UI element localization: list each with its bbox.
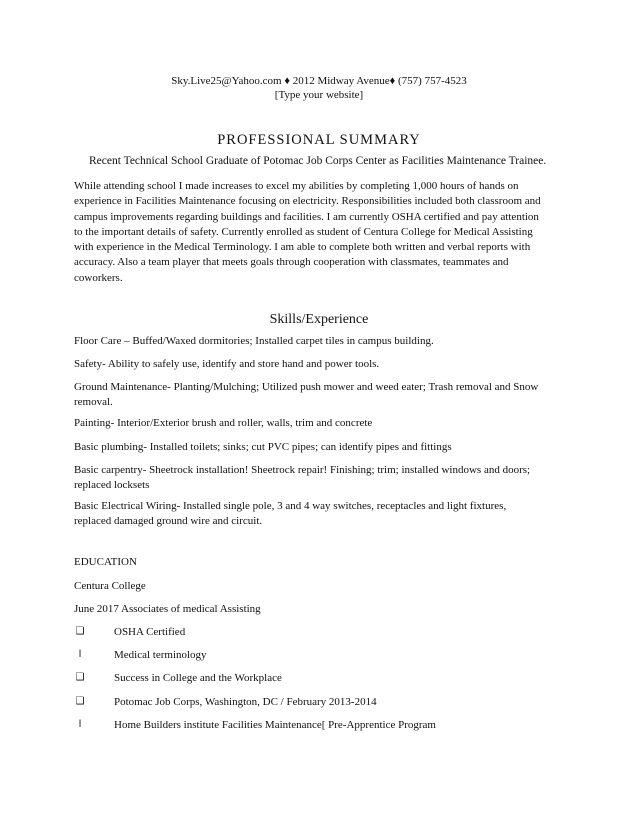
skills-heading: Skills/Experience [269, 312, 369, 327]
skill-ground-maintenance [74, 380, 574, 409]
education-degree: June 2017 Associates of medical Assisting [74, 603, 261, 615]
bullet-text: OSHA Certified [114, 626, 186, 638]
skill-line: Safety- Ability to safely use, identify and store hand and power tools. [74, 358, 380, 370]
bullet-text: Potomac Job Corps, Washington, DC / February 2013-2014 [114, 696, 377, 708]
contact-header [0, 74, 638, 102]
skill-plumbing [74, 440, 574, 455]
paragraph-line: experience in Facilities Maintenance focusing on electricity. Responsibilities included both classroom and [74, 195, 541, 208]
dot-bullet-icon: l [78, 649, 82, 660]
contact-info: Sky.Live25@Yahoo.com ♦ 2012 Midway Avenue♦ (757) 757-4523 [171, 75, 467, 87]
skill-painting [74, 416, 574, 431]
bullet-text: Home Builders institute Facilities Maintenance[ Pre-Apprentice Program [114, 719, 436, 731]
bullet-text: Medical terminology [114, 649, 207, 661]
paragraph-line: accuracy. Also a team player that meets goals through cooperation with classmates, teammates and [74, 256, 509, 269]
education-heading: EDUCATION [74, 556, 137, 568]
paragraph-line: While attending school I made increases to excel my abilities by completing 1,000 hours of hands on [74, 180, 519, 192]
summary-heading: PROFESSIONAL SUMMARY [217, 132, 421, 148]
education-school: Centura College [74, 580, 146, 592]
skill-line: removal. [74, 395, 113, 408]
dot-bullet-icon: l [78, 719, 82, 730]
skill-floor-care [74, 334, 574, 349]
skill-line: replaced locksets [74, 478, 150, 491]
checkbox-bullet-icon: ❑ [75, 696, 85, 707]
paragraph-line: with experience in the Medical Terminology. I am able to complete both written and verbal reports with [74, 241, 531, 254]
summary-lead: Recent Technical School Graduate of Potomac Job Corps Center as Facilities Maintenance Trainee. [89, 155, 547, 167]
skill-safety [74, 357, 574, 372]
summary-paragraph [74, 179, 574, 286]
checkbox-bullet-icon: ❑ [75, 672, 85, 683]
skill-line: Basic plumbing- Installed toilets; sinks; cut PVC pipes; can identify pipes and fittings [74, 441, 452, 453]
skill-carpentry [74, 463, 574, 492]
skill-line: Basic Electrical Wiring- Installed single pole, 3 and 4 way switches, receptacles and light fixtures, [74, 500, 507, 512]
skill-line: Ground Maintenance- Planting/Mulching; Utilized push mower and weed eater; Trash removal and Snow [74, 381, 539, 393]
skill-electrical [74, 499, 574, 528]
skill-line: Painting- Interior/Exterior brush and roller, walls, trim and concrete [74, 417, 373, 429]
skill-line: replaced damaged ground wire and circuit. [74, 514, 263, 527]
skill-line: Floor Care – Buffed/Waxed dormitories; Installed carpet tiles in campus building. [74, 335, 434, 347]
website-placeholder: [Type your website] [274, 89, 364, 101]
bullet-text: Success in College and the Workplace [114, 672, 282, 684]
checkbox-bullet-icon: ❑ [75, 626, 85, 637]
paragraph-line: to the important details of safety. Currently enrolled as student of Centura College for Medical Assisting [74, 225, 533, 238]
skill-line: Basic carpentry- Sheetrock installation! Sheetrock repair! Finishing; trim; installed windows and doors; [74, 464, 531, 476]
paragraph-line: campus improvements regarding buildings and facilities. I am currently OSHA certified and pay attention [74, 210, 539, 223]
paragraph-line: coworkers. [74, 271, 123, 284]
